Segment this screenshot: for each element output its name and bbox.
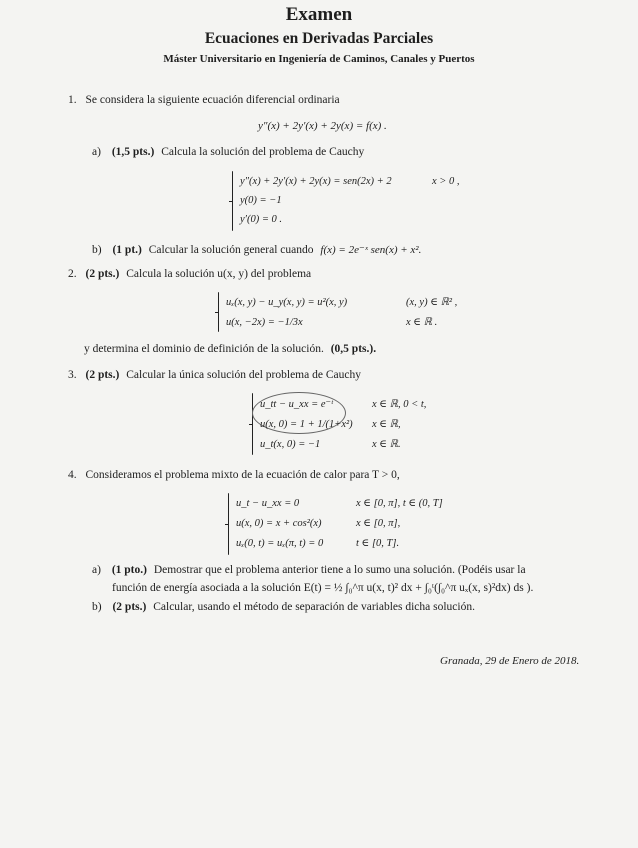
exam-subtitle: Ecuaciones en Derivadas Parciales [204, 30, 434, 47]
equation-line: uₓ(0, t) = uₓ(π, t) = 0 [236, 538, 324, 549]
question-statement: Se considera la siguiente ecuación diferencial ordinaria [85, 94, 340, 106]
equation-line: y(0) = −1 [240, 195, 282, 206]
points-badge: (0,5 pts.). [330, 343, 377, 355]
equation-condition: x ∈ [0, π], [356, 518, 401, 529]
equation-line: u(x, 0) = x + cos²(x) [236, 518, 322, 529]
question-number: 1. [68, 94, 77, 106]
equation-line: u_t − u_xx = 0 [236, 498, 300, 509]
part-label: a) [92, 564, 101, 576]
part-text: Calcular la solución general cuando [148, 244, 314, 256]
points-badge: (2 pts.) [112, 601, 147, 613]
program-name: Máster Universitario en Ingeniería de Caminos, Canales y Puertos [163, 53, 475, 65]
equation-condition: (x, y) ∈ ℝ² , [406, 297, 458, 308]
question-1-text [68, 94, 340, 106]
equation-condition: x ∈ ℝ, 0 < t, [372, 399, 427, 410]
date-place-signature: Granada, 29 de Enero de 2018. [440, 655, 580, 667]
part-text: Demostrar que el problema anterior tiene a lo sumo una solución. (Podéis usar la [153, 564, 526, 576]
points-badge: (2 pts.) [85, 369, 120, 381]
system-brace [218, 292, 219, 332]
part-a [92, 564, 526, 576]
part-b [92, 243, 421, 256]
question-number: 2. [68, 268, 77, 280]
system-brace [228, 493, 229, 555]
question-2-text [68, 268, 311, 280]
question-number: 3. [68, 369, 77, 381]
part-equation: f(x) = 2e⁻ˣ sen(x) + x². [320, 244, 422, 256]
question-4-text [68, 469, 400, 481]
equation-condition: x ∈ ℝ . [406, 317, 438, 328]
equation-condition: t ∈ [0, T]. [356, 538, 400, 549]
equation-condition: x > 0 , [432, 176, 460, 187]
part-text: Calcular, usando el método de separación de variables dicha solución. [153, 601, 475, 613]
question-statement: Calcular la única solución del problema de Cauchy [126, 369, 361, 381]
equation-condition: x ∈ [0, π], t ∈ (0, T] [356, 498, 443, 509]
equation-line: u(x, −2x) = −1/3x [226, 317, 303, 328]
equation-line: u(x, 0) = 1 + 1/(1+x²) [260, 419, 353, 430]
ode-equation: y″(x) + 2y′(x) + 2y(x) = f(x) . [258, 120, 387, 132]
tail-text: y determina el dominio de definición de la solución. [84, 343, 324, 355]
question-statement: Consideramos el problema mixto de la ecuación de calor para T > 0, [85, 469, 400, 481]
question-2-tail [84, 343, 376, 355]
equation-line: u_tt − u_xx = e⁻ᵗ [260, 399, 333, 410]
points-badge: (1 pto.) [111, 564, 147, 576]
part-a [92, 146, 364, 158]
exam-title: Examen [285, 4, 353, 25]
points-badge: (1 pt.) [112, 244, 142, 256]
system-brace [252, 393, 253, 455]
part-b [92, 601, 475, 613]
equation-line: y″(x) + 2y′(x) + 2y(x) = sen(2x) + 2 [240, 176, 392, 187]
points-badge: (1,5 pts.) [111, 146, 155, 158]
question-statement: Calcula la solución u(x, y) del problema [126, 268, 312, 280]
question-number: 4. [68, 469, 77, 481]
equation-line: y′(0) = 0 . [240, 214, 283, 225]
part-text: Calcula la solución del problema de Cauchy [161, 146, 365, 158]
equation-condition: x ∈ ℝ, [372, 419, 401, 430]
part-label: b) [92, 244, 102, 256]
part-label: b) [92, 601, 102, 613]
part-label: a) [92, 146, 101, 158]
system-brace [232, 171, 233, 231]
equation-condition: x ∈ ℝ. [372, 439, 401, 450]
points-badge: (2 pts.) [85, 268, 120, 280]
part-a-continued: función de energía asociada a la solución E(t) = ½ ∫₀^π u(x, t)² dx + ∫₀ᵗ(∫₀^π uₓ(x, s)²dx) ds ). [112, 582, 534, 594]
equation-line: uₓ(x, y) − u_y(x, y) = u²(x, y) [226, 297, 348, 308]
question-3-text [68, 369, 361, 381]
equation-line: u_t(x, 0) = −1 [260, 439, 321, 450]
